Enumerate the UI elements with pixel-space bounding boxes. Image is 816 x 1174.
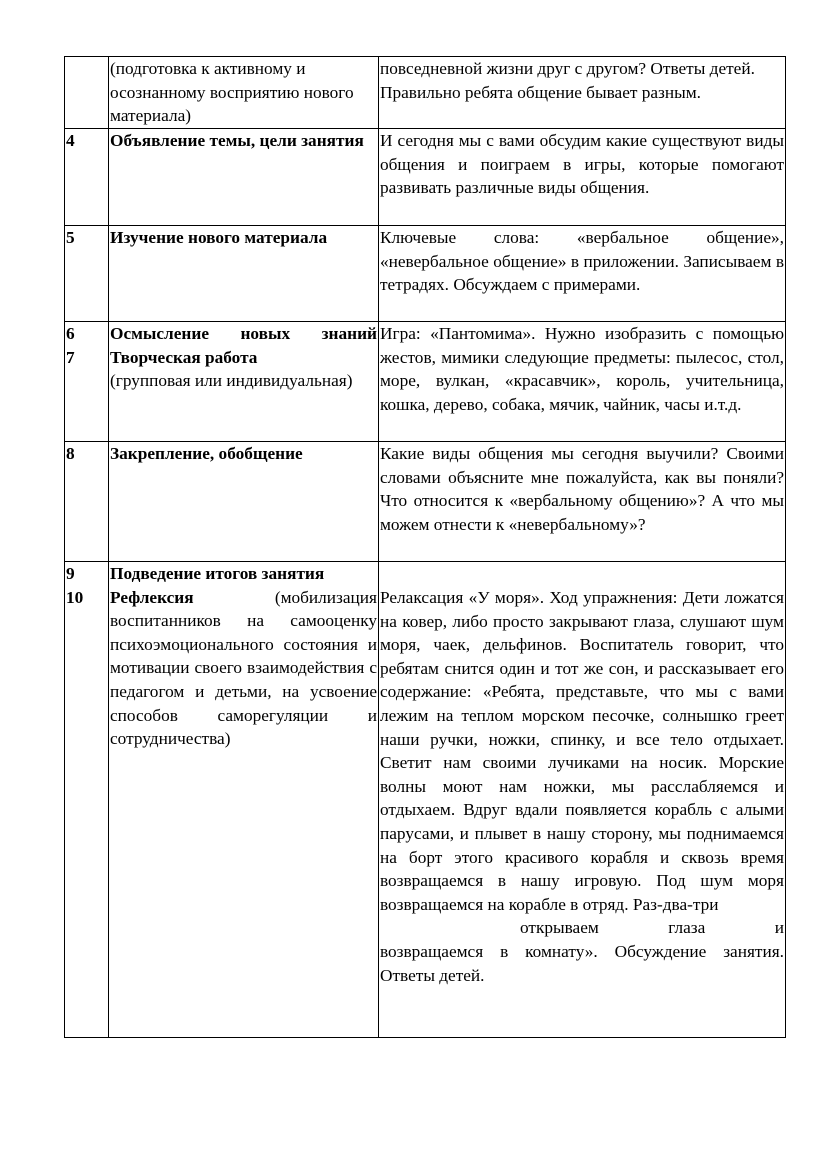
stage-description: [110, 586, 377, 751]
table-row: [65, 322, 786, 442]
stage-title: Изучение нового материала: [110, 228, 328, 247]
step-number-cell: [65, 442, 109, 562]
step-number: 8: [66, 444, 75, 463]
step-number: 5: [66, 228, 75, 247]
content-paragraph: возвращаемся в комнату». Обсуждение занятия. Ответы детей.: [380, 941, 784, 985]
stage-title: Подведение итогов занятия: [110, 564, 325, 583]
stage-subtitle: Рефлексия: [110, 587, 194, 607]
stage-cell: [109, 226, 379, 322]
content-paragraph: И сегодня мы с вами обсудим какие существуют виды общения и поиграем в игры, которые помогают развивать различные виды общения.: [380, 131, 784, 198]
content-paragraph: повседневной жизни друг с другом? Ответы детей.: [380, 59, 755, 78]
step-number-cell: [65, 129, 109, 226]
stage-cell: [109, 562, 379, 1038]
stage-title: Объявление темы, цели занятия: [110, 131, 364, 150]
lesson-plan-table: [64, 56, 786, 1038]
step-number: 6: [66, 324, 75, 343]
content-paragraph: Правильно ребята общение бывает разным.: [380, 82, 701, 102]
stage-cell: [109, 57, 379, 129]
step-number-cell: [65, 226, 109, 322]
table-row: [65, 226, 786, 322]
step-number-cell: [65, 562, 109, 1038]
content-cell: [379, 562, 786, 1038]
table-row: [65, 129, 786, 226]
table-row: [65, 57, 786, 129]
step-number: 7: [66, 347, 75, 367]
stage-cell: [109, 322, 379, 442]
stage-description-text: (мобилизация воспитанников на самооценку психоэмоционального состояния и мотивации своего взаимодействия с педагогом и детьми, на усвоение способов саморегуляции и сотрудничества): [110, 587, 377, 749]
stage-description: (подготовка к активному и осознанному восприятию нового материала): [110, 59, 354, 126]
stage-description: (групповая или индивидуальная): [110, 371, 353, 391]
step-number: 4: [66, 131, 75, 150]
content-paragraph: Какие виды общения мы сегодня выучили? Своими словами объясните мне пожалуйста, как вы поняли? Что относится к «вербальному общению»? А что мы можем отнести к «невербальному»?: [380, 444, 784, 534]
content-paragraph: Релаксация «У моря». Ход упражнения: Дети ложатся на ковер, либо просто закрывают глаза, слушают шум моря, чаек, дельфинов. Воспитатель говорит, что ребятам снится один и тот же сон, и рассказывает его содержание: «Ребята, представьте, что мы с вами лежим на теплом морском песочке, солнышко греет наши ручки, ножки, спинку, и все тело отдыхает. Светит нам своими лучиками на носик. Морские волны моют нам ножки, мы расслабляемся и отдыхаем. Вдруг вдали появляется корабль с алыми парусами, и плывет в нашу сторону, мы поднимаемся на борт этого красивого корабля и сквозь время возвращаемся в нашу игровую. Под шум моря возвращаемся на корабле в отряд. Раз-два-три: [380, 588, 784, 914]
table-row: [65, 442, 786, 562]
stage-cell: [109, 129, 379, 226]
stage-title: Осмысление новых знаний Творческая работа: [110, 324, 377, 367]
stage-title: Закрепление, обобщение: [110, 444, 303, 463]
content-paragraph: Игра: «Пантомима». Нужно изобразить с помощью жестов, мимики следующие предметы: пылесос, стол, море, вулкан, «красавчик», король, учительница, кошка, дерево, собака, мячик, чайник, часы и.т.д.: [380, 324, 784, 414]
step-number: 9: [66, 564, 75, 583]
content-paragraph: открываем глаза и: [520, 918, 784, 938]
content-cell: [379, 226, 786, 322]
content-cell: [379, 57, 786, 129]
content-cell: [379, 322, 786, 442]
content-paragraph: Ключевые слова: «вербальное общение», «невербальное общение» в приложении. Записываем в тетрадях. Обсуждаем с примерами.: [380, 228, 784, 295]
step-number-cell: [65, 57, 109, 129]
table-row: [65, 562, 786, 1038]
spacer: [380, 562, 784, 586]
content-cell: [379, 129, 786, 226]
step-number-cell: [65, 322, 109, 442]
stage-cell: [109, 442, 379, 562]
step-number: 10: [66, 587, 84, 607]
content-cell: [379, 442, 786, 562]
